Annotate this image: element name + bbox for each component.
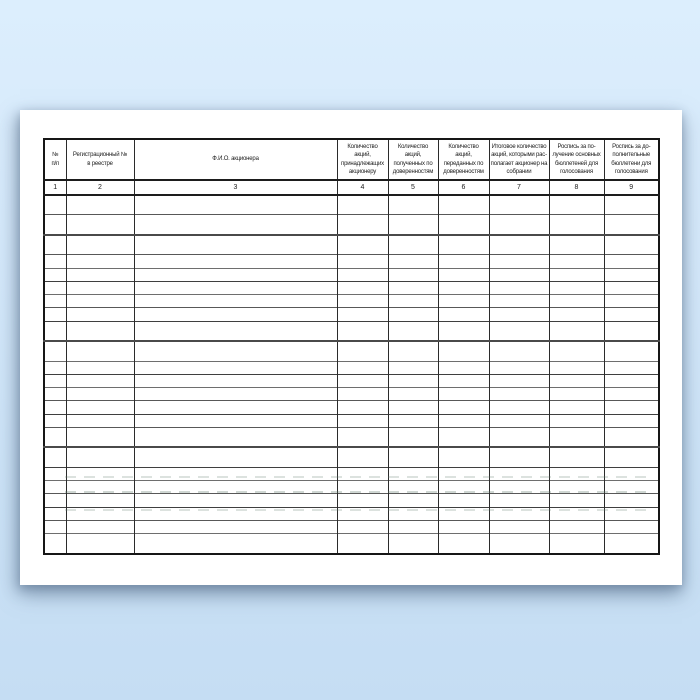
table-row — [44, 494, 659, 507]
table-cell — [44, 507, 66, 520]
column-number: 3 — [134, 180, 337, 195]
table-cell — [489, 361, 549, 374]
table-cell — [44, 467, 66, 480]
table-cell — [438, 268, 489, 281]
column-header-signature-main: Роспись за по- лучение основных бюллетеней для голосования — [549, 139, 604, 180]
table-cell — [44, 534, 66, 554]
table-cell — [489, 374, 549, 387]
column-header-number: № п/п — [44, 139, 66, 180]
table-body — [44, 195, 659, 554]
table-cell — [66, 215, 134, 235]
table-cell — [66, 235, 134, 255]
table-cell — [66, 308, 134, 321]
table-cell — [134, 481, 337, 494]
table-cell — [604, 195, 659, 215]
table-cell — [604, 521, 659, 534]
column-header-shares-owned: Количество акций, принадлежащих акционеру — [337, 139, 388, 180]
table-cell — [44, 195, 66, 215]
table-cell — [604, 534, 659, 554]
table-cell — [44, 235, 66, 255]
table-cell — [337, 494, 388, 507]
column-numbers-row — [44, 180, 659, 195]
table-cell — [337, 414, 388, 427]
table-cell — [489, 341, 549, 361]
table-row — [44, 268, 659, 281]
table-cell — [549, 428, 604, 448]
table-cell — [134, 447, 337, 467]
table-cell — [604, 341, 659, 361]
table-row — [44, 281, 659, 294]
table-cell — [438, 481, 489, 494]
table-cell — [549, 295, 604, 308]
table-cell — [489, 481, 549, 494]
table-cell — [44, 428, 66, 448]
table-cell — [438, 281, 489, 294]
table-cell — [549, 467, 604, 480]
table-cell — [604, 374, 659, 387]
table-cell — [549, 401, 604, 414]
table-cell — [337, 321, 388, 341]
table-cell — [66, 388, 134, 401]
table-cell — [604, 507, 659, 520]
table-cell — [66, 255, 134, 268]
table-cell — [549, 341, 604, 361]
table-cell — [337, 507, 388, 520]
table-cell — [388, 414, 438, 427]
table-cell — [388, 401, 438, 414]
table-cell — [549, 255, 604, 268]
table-cell — [604, 281, 659, 294]
table-cell — [604, 414, 659, 427]
table-cell — [388, 507, 438, 520]
table-cell — [337, 447, 388, 467]
table-cell — [44, 295, 66, 308]
column-header-shares-transferred: Количество акций, переданных по доверенностям — [438, 139, 489, 180]
table-cell — [388, 321, 438, 341]
table-cell — [388, 215, 438, 235]
table-cell — [337, 195, 388, 215]
table-cell — [549, 235, 604, 255]
table-cell — [388, 235, 438, 255]
table-cell — [604, 428, 659, 448]
column-number: 8 — [549, 180, 604, 195]
table-row — [44, 521, 659, 534]
table-cell — [388, 467, 438, 480]
table-cell — [66, 521, 134, 534]
table-cell — [134, 255, 337, 268]
shareholder-registration-table — [43, 138, 660, 555]
table-cell — [134, 401, 337, 414]
table-cell — [388, 428, 438, 448]
table-cell — [134, 467, 337, 480]
table-cell — [337, 295, 388, 308]
table-cell — [337, 534, 388, 554]
table-cell — [604, 467, 659, 480]
column-number: 9 — [604, 180, 659, 195]
table-cell — [438, 534, 489, 554]
table-cell — [438, 374, 489, 387]
column-header-signature-additional: Роспись за до- полнительные бюллетени для голосования — [604, 139, 659, 180]
column-header-shares-total: Итоговое количество акций, которыми рас- полагает акционер на собрании — [489, 139, 549, 180]
table-row — [44, 341, 659, 361]
table-cell — [388, 295, 438, 308]
table-cell — [388, 388, 438, 401]
table-cell — [337, 361, 388, 374]
table-cell — [489, 235, 549, 255]
table-cell — [337, 268, 388, 281]
table-cell — [489, 195, 549, 215]
table-cell — [66, 414, 134, 427]
table-cell — [134, 321, 337, 341]
header-row — [44, 139, 659, 180]
table-cell — [489, 215, 549, 235]
table-cell — [134, 361, 337, 374]
table-row — [44, 295, 659, 308]
table-cell — [337, 308, 388, 321]
table-cell — [489, 268, 549, 281]
table-cell — [66, 507, 134, 520]
table-cell — [489, 388, 549, 401]
table-cell — [134, 268, 337, 281]
table-cell — [66, 374, 134, 387]
table-row — [44, 481, 659, 494]
table-cell — [66, 401, 134, 414]
table-cell — [337, 481, 388, 494]
table-cell — [438, 401, 489, 414]
table-cell — [337, 255, 388, 268]
table-cell — [134, 281, 337, 294]
column-number: 7 — [489, 180, 549, 195]
table-cell — [388, 281, 438, 294]
table-cell — [44, 447, 66, 467]
table-cell — [489, 281, 549, 294]
table-cell — [66, 467, 134, 480]
table-cell — [489, 295, 549, 308]
table-cell — [44, 321, 66, 341]
table-cell — [438, 195, 489, 215]
table-cell — [604, 361, 659, 374]
table-cell — [134, 235, 337, 255]
column-number: 4 — [337, 180, 388, 195]
table-cell — [438, 215, 489, 235]
table-cell — [549, 321, 604, 341]
table-cell — [134, 494, 337, 507]
table-cell — [134, 388, 337, 401]
table-cell — [438, 521, 489, 534]
table-cell — [489, 321, 549, 341]
table-cell — [44, 494, 66, 507]
table-cell — [438, 507, 489, 520]
table-cell — [44, 255, 66, 268]
table-cell — [549, 215, 604, 235]
column-number: 1 — [44, 180, 66, 195]
table-cell — [66, 361, 134, 374]
table-cell — [604, 295, 659, 308]
table-cell — [337, 235, 388, 255]
table-cell — [438, 428, 489, 448]
table-cell — [44, 481, 66, 494]
table-cell — [134, 374, 337, 387]
table-cell — [66, 195, 134, 215]
table-cell — [388, 255, 438, 268]
table-cell — [388, 534, 438, 554]
table-cell — [489, 467, 549, 480]
table-row — [44, 195, 659, 215]
table-row — [44, 361, 659, 374]
table-cell — [549, 374, 604, 387]
table-row — [44, 447, 659, 467]
table-cell — [604, 494, 659, 507]
table-row — [44, 428, 659, 448]
table-cell — [604, 481, 659, 494]
table-cell — [44, 414, 66, 427]
table-cell — [604, 255, 659, 268]
table-cell — [134, 295, 337, 308]
table-cell — [604, 308, 659, 321]
table-cell — [134, 341, 337, 361]
table-cell — [549, 521, 604, 534]
table-cell — [388, 341, 438, 361]
table-cell — [549, 361, 604, 374]
table-cell — [489, 521, 549, 534]
table-cell — [549, 534, 604, 554]
table-cell — [438, 467, 489, 480]
table-cell — [489, 255, 549, 268]
table-cell — [438, 361, 489, 374]
table-cell — [388, 447, 438, 467]
table-cell — [134, 534, 337, 554]
table-cell — [66, 341, 134, 361]
table-cell — [388, 361, 438, 374]
table-cell — [44, 388, 66, 401]
table-cell — [66, 534, 134, 554]
table-cell — [489, 401, 549, 414]
table-cell — [549, 494, 604, 507]
table-cell — [489, 308, 549, 321]
table-cell — [489, 494, 549, 507]
table-cell — [134, 507, 337, 520]
table-cell — [438, 447, 489, 467]
table-cell — [337, 215, 388, 235]
table-cell — [337, 341, 388, 361]
column-header-shareholder-name: Ф.И.О. акционера — [134, 139, 337, 180]
table-cell — [66, 447, 134, 467]
table-cell — [549, 507, 604, 520]
table-cell — [604, 388, 659, 401]
table-cell — [489, 447, 549, 467]
table-cell — [44, 361, 66, 374]
table-cell — [134, 215, 337, 235]
table-cell — [604, 235, 659, 255]
table-row — [44, 414, 659, 427]
column-number: 2 — [66, 180, 134, 195]
table-cell — [489, 428, 549, 448]
table-cell — [549, 195, 604, 215]
table-cell — [489, 507, 549, 520]
table-cell — [388, 481, 438, 494]
table-cell — [337, 428, 388, 448]
table-cell — [337, 401, 388, 414]
table-cell — [337, 467, 388, 480]
table-cell — [66, 321, 134, 341]
table-row — [44, 507, 659, 520]
table-cell — [66, 481, 134, 494]
table-row — [44, 388, 659, 401]
table-cell — [388, 308, 438, 321]
table-cell — [438, 235, 489, 255]
table-cell — [438, 308, 489, 321]
table-row — [44, 401, 659, 414]
table-row — [44, 215, 659, 235]
table-cell — [388, 195, 438, 215]
table-cell — [44, 215, 66, 235]
table-cell — [134, 521, 337, 534]
table-cell — [66, 494, 134, 507]
table-cell — [44, 401, 66, 414]
table-cell — [337, 281, 388, 294]
table-cell — [438, 255, 489, 268]
table-cell — [438, 494, 489, 507]
table-cell — [438, 414, 489, 427]
table-cell — [604, 447, 659, 467]
table-cell — [388, 374, 438, 387]
table-cell — [438, 341, 489, 361]
table-cell — [604, 268, 659, 281]
table-cell — [388, 494, 438, 507]
table-cell — [604, 321, 659, 341]
table-row — [44, 255, 659, 268]
table-cell — [66, 428, 134, 448]
table-cell — [438, 321, 489, 341]
table-cell — [66, 281, 134, 294]
table-cell — [134, 414, 337, 427]
table-cell — [438, 388, 489, 401]
table-cell — [134, 428, 337, 448]
table-row — [44, 321, 659, 341]
table-cell — [66, 295, 134, 308]
table-cell — [66, 268, 134, 281]
table-cell — [604, 215, 659, 235]
table-cell — [44, 268, 66, 281]
table-cell — [44, 521, 66, 534]
table-cell — [134, 308, 337, 321]
table-cell — [44, 308, 66, 321]
table-cell — [549, 447, 604, 467]
table-cell — [549, 414, 604, 427]
table-row — [44, 374, 659, 387]
table-cell — [388, 268, 438, 281]
table-cell — [549, 281, 604, 294]
table-cell — [549, 388, 604, 401]
table-cell — [489, 414, 549, 427]
table-row — [44, 467, 659, 480]
table-cell — [337, 374, 388, 387]
table-cell — [549, 481, 604, 494]
table-row — [44, 534, 659, 554]
table-cell — [44, 281, 66, 294]
column-header-registry: Регистрационный № в реестре — [66, 139, 134, 180]
table-cell — [438, 295, 489, 308]
table-cell — [134, 195, 337, 215]
table-cell — [489, 534, 549, 554]
table-cell — [604, 401, 659, 414]
table-cell — [44, 341, 66, 361]
paper-sheet — [20, 110, 682, 585]
column-number: 6 — [438, 180, 489, 195]
table-cell — [44, 374, 66, 387]
table-cell — [549, 268, 604, 281]
column-header-shares-received: Количество акций, полученных по доверенностям — [388, 139, 438, 180]
table-row — [44, 235, 659, 255]
table-cell — [337, 388, 388, 401]
table-cell — [549, 308, 604, 321]
column-number: 5 — [388, 180, 438, 195]
table-row — [44, 308, 659, 321]
table-cell — [388, 521, 438, 534]
table-cell — [337, 521, 388, 534]
